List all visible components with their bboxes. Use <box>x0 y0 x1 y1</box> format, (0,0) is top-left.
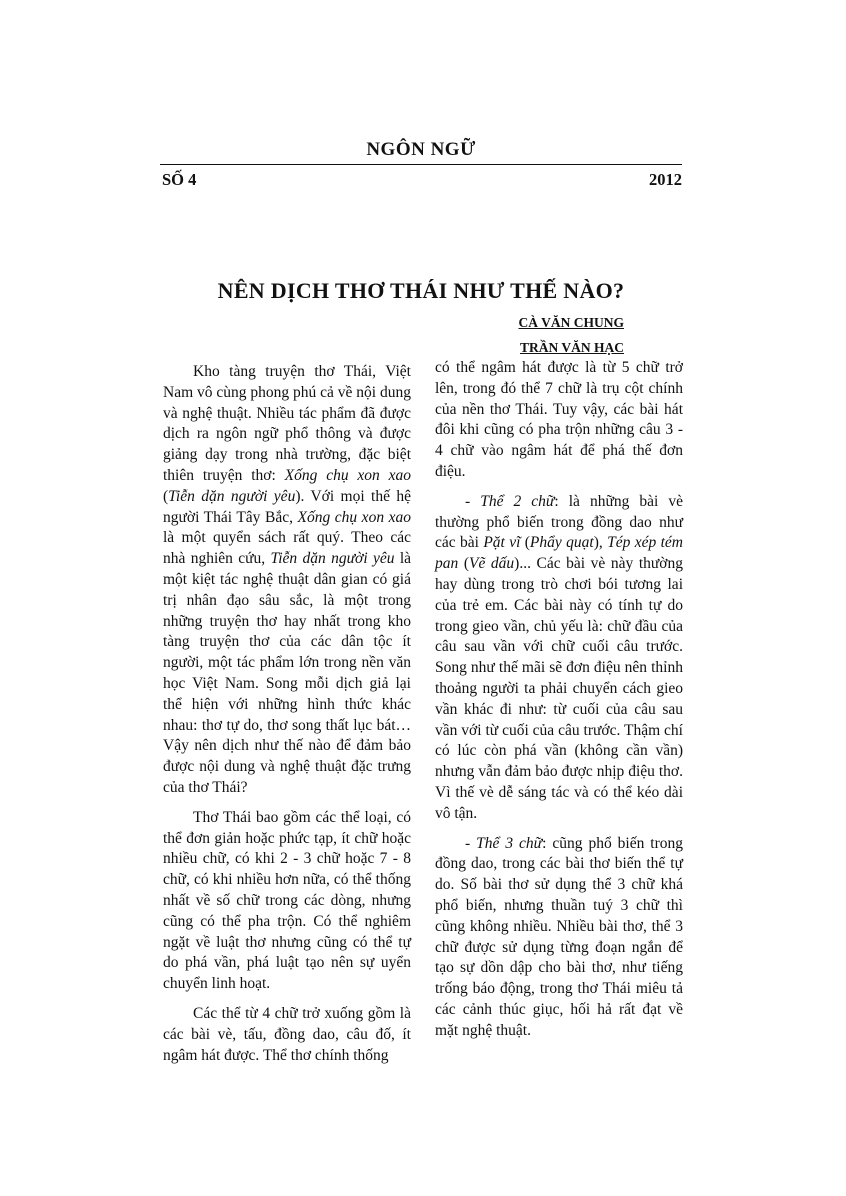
text-run: Kho tàng truyện thơ Thái, Việt Nam vô cùng phong phú cả về nội dung và nghệ thuật. Nhiều tác phẩm đã được dịch ra ngôn ngữ phổ thông và được giảng dạy trong nhà trường, đặc biệt thiên truyện thơ: <box>163 363 411 484</box>
text-run: là một quyển sách rất quý. Theo các nhà nghiên cứu, <box>163 529 411 568</box>
header-rule <box>160 164 682 165</box>
text-run: ( <box>520 534 530 552</box>
left-column <box>163 362 411 1075</box>
author-1: CÀ VĂN CHUNG <box>518 315 624 330</box>
journal-name: NGÔN NGỮ <box>366 139 476 160</box>
text-run: : cũng phổ biến trong đồng dao, trong các bài thơ biến thể tự do. Số bài thơ sử dụng thể 3 chữ khá phổ biến, nhưng thuần tuý 3 chữ thì cũng không nhiều. Nhiều bài thơ, thể 3 chữ được sử dụng từng đoạn ngắn để tạo sự dồn dập cho bài thơ, như tiếng trống báo động, trong thơ Thái miêu tả các cảnh thúc giục, hối hả rất đạt về mặt nghệ thuật. <box>435 834 683 1039</box>
left-paragraph-1 <box>163 362 411 799</box>
text-run: - <box>465 492 481 510</box>
section-heading: Thể 2 chữ <box>480 492 555 510</box>
right-paragraph-2 <box>435 492 683 825</box>
article-title: NÊN DỊCH THƠ THÁI NHƯ THẾ NÀO? <box>217 278 625 303</box>
right-paragraph-3 <box>435 834 683 1042</box>
issue-year: 2012 <box>649 170 682 189</box>
section-heading: Thể 3 chữ <box>476 834 543 852</box>
author-2: TRẦN VĂN HẠC <box>519 340 624 355</box>
text-run: ), <box>593 534 608 552</box>
text-run: : là những bài vè thường phổ biến trong đồng dao như các bài <box>435 492 683 552</box>
text-run: ). Với mọi thế hệ người Thái Tây Bắc, <box>163 487 411 526</box>
text-run: - <box>465 834 477 852</box>
text-run: ( <box>458 555 469 573</box>
italic-title: Tép xép tém pan <box>435 534 683 573</box>
issue-number: SỐ 4 <box>162 170 197 189</box>
right-paragraph-1: có thể ngâm hát được là từ 5 chữ trở lên, trong đó thể 7 chữ là trụ cột chính của nền thơ Thái. Tuy vậy, các bài hát đôi khi cũng có pha trộn những câu 3 - 4 chữ vào ngâm hát để phá thế đơn điệu. <box>435 359 683 480</box>
italic-title: Tiễn dặn người yêu <box>270 550 395 568</box>
italic-title: Phẩy quạt <box>529 534 594 552</box>
author-list <box>518 310 624 360</box>
italic-title: Vẽ dấu <box>468 555 515 573</box>
text-run: )... Các bài vè này thường hay dùng trong trò chơi bói tương lai của trẻ em. Các bài này có tính tự do trong gieo vần, chủ yếu là: chữ đầu của câu sau vần với chữ cuối câu trước. Song như thế mãi sẽ đơn điệu nên thỉnh thoảng người ta phải chuyển cách gieo vần khác đi như: từ cuối của câu sau vần với từ cuối của câu trước. Thậm chí có lúc còn phá vần (không cần vần) nhưng vẫn đảm bảo được nhịp điệu thơ. Vì thế vè dễ sáng tác và có thể kéo dài vô tận. <box>435 555 683 822</box>
italic-title: Xống chụ xon xao <box>284 466 412 484</box>
italic-title: Xống chụ xon xao <box>297 508 411 526</box>
italic-title: Tiễn dặn người yêu <box>168 487 296 505</box>
left-paragraph-2: Thơ Thái bao gồm các thể loại, có thể đơn giản hoặc phức tạp, ít chữ hoặc nhiều chữ, có khi 2 - 3 chữ hoặc 7 - 8 chữ, có khi nhiều hơn nữa, có thể thống nhất về số chữ trong các dòng, nhưng cũng có thể pha trộn. Có thể nghiêm ngặt về luật thơ nhưng cũng có thể tự do phá vần, phá luật tạo nên sự uyển chuyển linh hoạt. <box>163 808 411 993</box>
text-run: ( <box>163 487 169 505</box>
left-paragraph-3: Các thể từ 4 chữ trở xuống gồm là các bài vè, tấu, đồng dao, câu đố, ít ngâm hát được. Thể thơ chính thống <box>163 1004 411 1064</box>
right-column <box>435 358 683 1051</box>
italic-title: Pặt vĩ <box>483 534 521 552</box>
text-run: là một kiệt tác nghệ thuật dân gian có giá trị nhân đạo sâu sắc, là một trong những truyện thơ hay nhất trong kho tàng truyện thơ của các dân tộc ít người, một tác phẩm lớn trong nền văn học Việt Nam. Song mỗi dịch giả lại thể hiện với những hình thức khác nhau: thơ tự do, thơ song thất lục bát… Vậy nên dịch như thế nào để đảm bảo được nội dung và nghệ thuật đặc trưng của thơ Thái? <box>163 550 412 796</box>
